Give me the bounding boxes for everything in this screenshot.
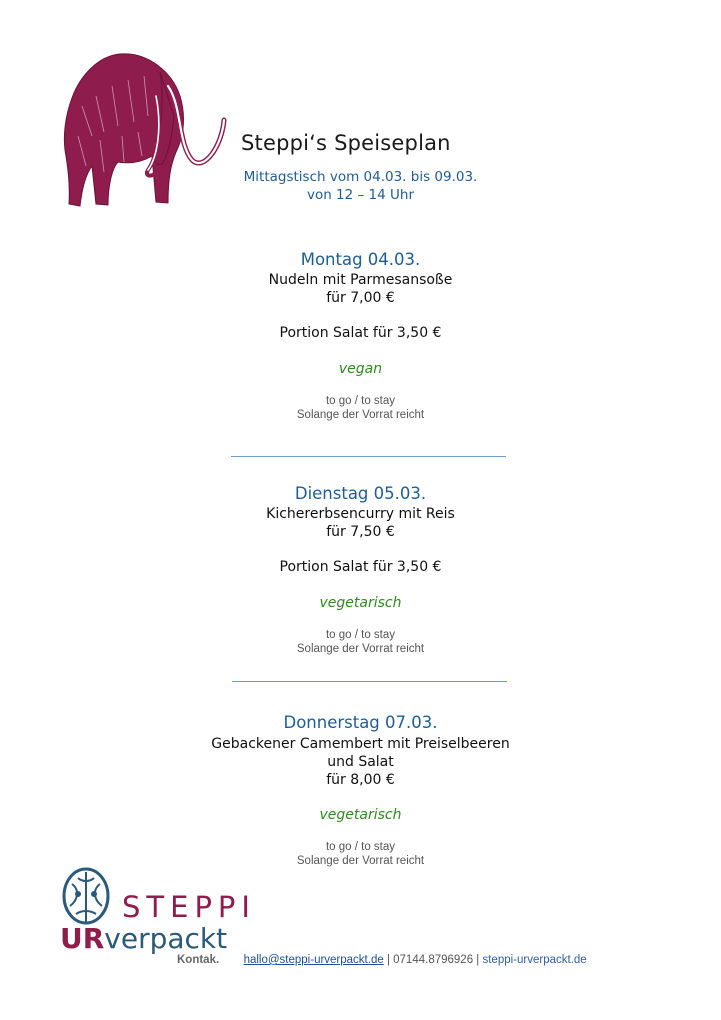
stock-note: Solange der Vorrat reicht: [296, 643, 425, 655]
togo-note: to go / to stay: [325, 629, 396, 641]
phone-number: 07144.8796926: [393, 954, 474, 966]
website-link[interactable]: steppi-urverpackt.de: [482, 954, 587, 966]
dish-price: für 7,00 €: [326, 290, 395, 306]
mammoth-illustration: [52, 36, 232, 212]
togo-note: to go / to stay: [325, 395, 396, 407]
logo-steppi: STEPPI: [122, 890, 256, 924]
contact-label: Kontak.: [177, 954, 220, 966]
page-title: Steppi‘s Speiseplan: [241, 131, 451, 155]
walnut-icon: [60, 866, 112, 926]
diet-label: vegetarisch: [319, 595, 402, 611]
day-heading: Montag 04.03.: [300, 250, 421, 269]
email-link[interactable]: hallo@steppi-urverpackt.de: [243, 954, 384, 966]
logo-urverpackt: [60, 922, 227, 955]
day-heading: Donnerstag 07.03.: [283, 713, 438, 732]
stock-note: Solange der Vorrat reicht: [296, 409, 425, 421]
dish-name-continued: und Salat: [327, 754, 394, 770]
diet-label: vegan: [338, 361, 383, 377]
separator: |: [383, 954, 394, 966]
divider: [232, 681, 507, 682]
dish-name: Nudeln mit Parmesansoße: [268, 272, 453, 288]
lunch-hours: von 12 – 14 Uhr: [306, 187, 415, 203]
divider: [231, 456, 506, 457]
dish-price: für 7,50 €: [326, 524, 395, 540]
logo-ur: UR: [60, 922, 105, 955]
logo-verpackt: verpackt: [104, 922, 228, 955]
salad-price: Portion Salat für 3,50 €: [279, 325, 442, 341]
togo-note: to go / to stay: [325, 841, 396, 853]
dish-name: Kichererbsencurry mit Reis: [266, 506, 455, 522]
diet-label: vegetarisch: [319, 807, 402, 823]
dish-name: Gebackener Camembert mit Preiselbeeren: [211, 736, 510, 752]
contact-footer: [177, 954, 587, 966]
lunch-dates: Mittagstisch vom 04.03. bis 09.03.: [243, 169, 478, 185]
stock-note: Solange der Vorrat reicht: [296, 855, 425, 867]
separator: |: [473, 954, 483, 966]
day-heading: Dienstag 05.03.: [294, 484, 427, 503]
salad-price: Portion Salat für 3,50 €: [279, 559, 442, 575]
steppi-urverpackt-logo: [60, 864, 256, 960]
dish-price: für 8,00 €: [326, 772, 395, 788]
